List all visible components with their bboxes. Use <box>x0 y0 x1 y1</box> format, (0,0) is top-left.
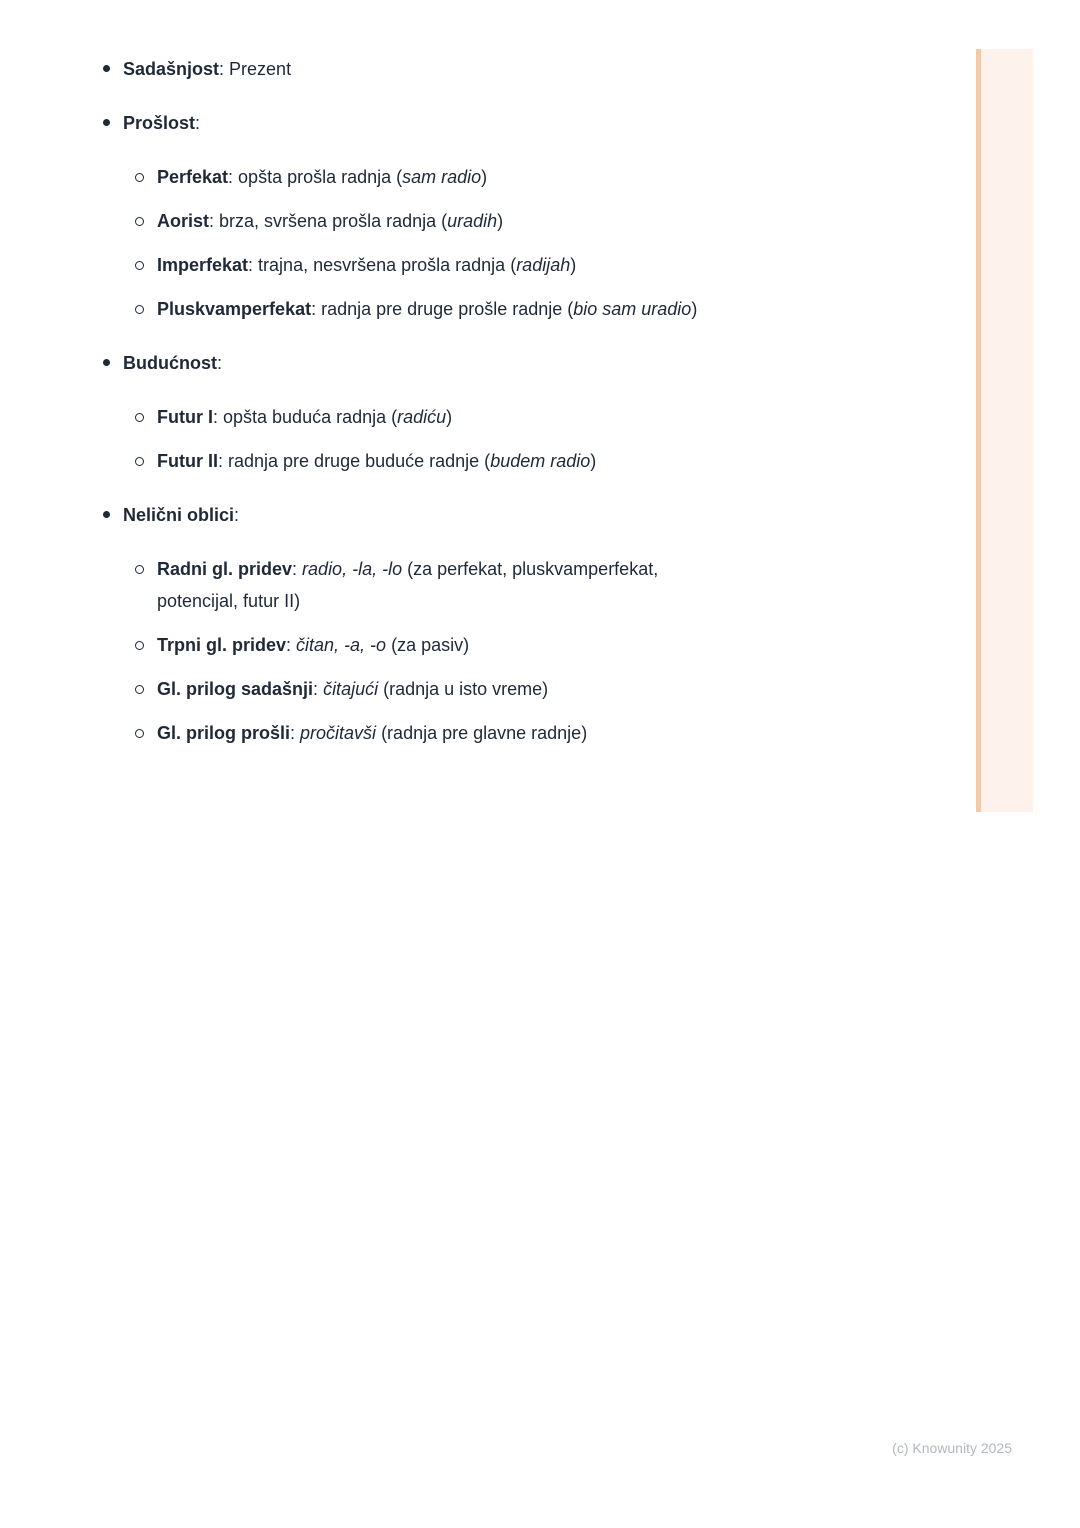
example-text: bio sam uradio <box>573 299 692 319</box>
list-item-text <box>157 723 587 743</box>
list-item <box>123 445 850 477</box>
list-item-text <box>157 635 469 655</box>
text-segment: : <box>292 559 303 579</box>
list-item-text <box>157 679 548 699</box>
list-item <box>123 249 850 281</box>
text-segment: ) <box>590 451 597 471</box>
term-text: Sadašnjost <box>123 59 220 79</box>
term-text: Prošlost <box>123 113 196 133</box>
list-item-text <box>157 451 596 471</box>
list-item-text <box>157 211 503 231</box>
term-text: Gl. prilog sadašnji <box>157 679 314 699</box>
text-segment: ) <box>481 167 488 187</box>
term-text: Nelični oblici <box>123 505 235 525</box>
text-segment: ) <box>691 299 698 319</box>
term-text: Gl. prilog prošli <box>157 723 291 743</box>
list-item <box>123 717 850 749</box>
outline-list <box>100 53 850 749</box>
list-item <box>123 161 850 193</box>
text-segment: : radnja pre druge prošle radnje ( <box>311 299 574 319</box>
term-text: Budućnost <box>123 353 217 373</box>
list-item <box>100 347 850 477</box>
sub-list <box>123 401 850 477</box>
term-text: Futur I <box>157 407 213 427</box>
example-text: budem radio <box>490 451 591 471</box>
text-segment: : opšta buduća radnja ( <box>213 407 398 427</box>
list-item <box>123 673 850 705</box>
text-segment: : brza, svršena prošla radnja ( <box>209 211 448 231</box>
list-item-text <box>123 113 200 133</box>
list-item-text <box>157 167 487 187</box>
outline-content <box>100 53 850 749</box>
text-segment: (za pasiv) <box>386 635 470 655</box>
text-segment: : <box>195 113 201 133</box>
text-segment: : trajna, nesvršena prošla radnja ( <box>248 255 517 275</box>
term-text: Radni gl. pridev <box>157 559 293 579</box>
text-segment: (za perfekat, pluskvamperfekat, <box>402 559 659 579</box>
list-item-text <box>123 59 291 79</box>
list-item-text <box>157 559 658 611</box>
text-segment: (radnja u isto vreme) <box>378 679 549 699</box>
list-item <box>100 499 850 749</box>
text-segment: : <box>290 723 301 743</box>
text-segment: : radnja pre druge buduće radnje ( <box>218 451 491 471</box>
example-text: radiću <box>397 407 447 427</box>
list-item-text <box>123 505 239 525</box>
text-segment: : <box>286 635 297 655</box>
list-item-text <box>157 255 576 275</box>
text-segment: ) <box>497 211 504 231</box>
list-item-text <box>157 407 452 427</box>
text-segment: : <box>217 353 223 373</box>
term-text: Futur II <box>157 451 218 471</box>
sub-list <box>123 161 850 325</box>
example-text: radijah <box>516 255 571 275</box>
example-text: čitajući <box>323 679 379 699</box>
list-item <box>100 53 850 85</box>
example-text: uradih <box>447 211 498 231</box>
example-text: radio, -la, -lo <box>302 559 403 579</box>
text-segment: : opšta prošla radnja ( <box>228 167 403 187</box>
term-text: Trpni gl. pridev <box>157 635 287 655</box>
term-text: Imperfekat <box>157 255 249 275</box>
list-item <box>123 293 850 325</box>
text-segment: : <box>313 679 324 699</box>
text-segment: potencijal, futur II) <box>157 591 301 611</box>
list-item <box>123 401 850 433</box>
list-item <box>123 553 850 617</box>
footer-copyright: (c) Knowunity 2025 <box>892 1440 1012 1456</box>
term-text: Pluskvamperfekat <box>157 299 312 319</box>
list-item-text <box>157 299 697 319</box>
text-segment: (radnja pre glavne radnje) <box>376 723 588 743</box>
text-segment: ) <box>570 255 577 275</box>
list-item-text <box>123 353 222 373</box>
example-text: sam radio <box>402 167 482 187</box>
list-item <box>100 107 850 325</box>
term-text: Perfekat <box>157 167 229 187</box>
term-text: Aorist <box>157 211 210 231</box>
list-item <box>123 629 850 661</box>
example-text: čitan, -a, -o <box>296 635 387 655</box>
text-segment: : Prezent <box>219 59 292 79</box>
text-segment: ) <box>446 407 453 427</box>
example-text: pročitavši <box>300 723 377 743</box>
text-segment: : <box>234 505 240 525</box>
sub-list <box>123 553 850 749</box>
page-edge-strip <box>976 49 1033 812</box>
list-item <box>123 205 850 237</box>
